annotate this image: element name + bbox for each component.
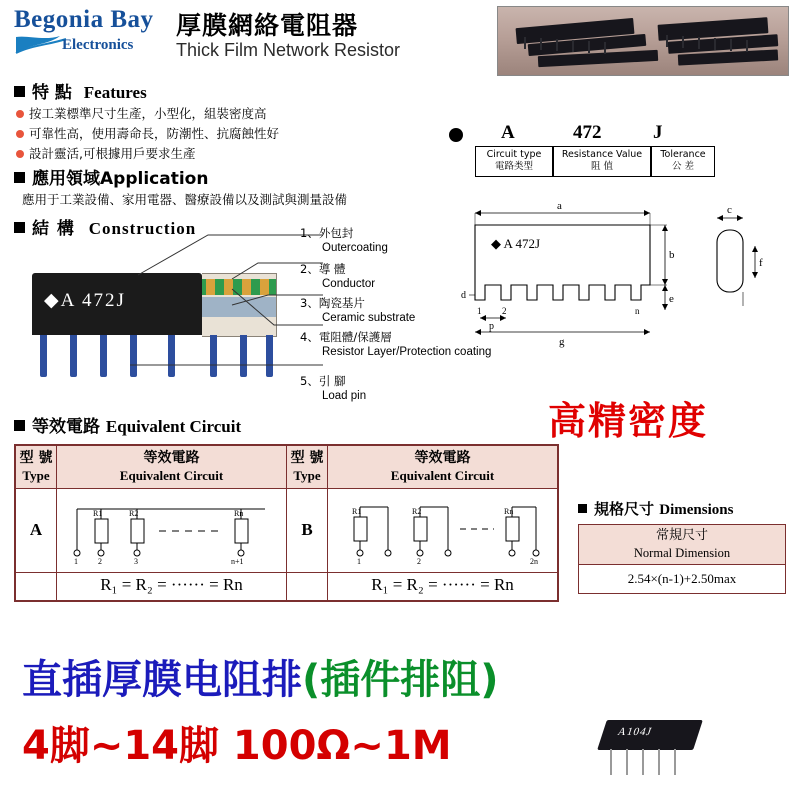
brand-name: Begonia Bay xyxy=(14,6,154,33)
svg-text:2: 2 xyxy=(502,306,507,316)
construction-heading: 結 構 Construction xyxy=(14,214,196,239)
dimensions-value: 2.54×(n-1)+2.50max xyxy=(579,565,786,594)
pn-code-tolerance: J xyxy=(653,122,663,143)
chip-marking: A104J xyxy=(616,726,654,738)
svg-text:1: 1 xyxy=(357,556,362,565)
type-b-label-empty xyxy=(286,572,327,601)
svg-text:2: 2 xyxy=(98,556,103,565)
page-title-cn: 厚膜網絡電阻器 xyxy=(176,11,359,40)
chip-pin xyxy=(626,749,628,775)
pn-box-resistance: Resistance Value 阻 值 xyxy=(553,146,651,177)
formula-b: R₁ = R₂ = ······ = Rn xyxy=(328,572,558,601)
svg-text:d: d xyxy=(461,290,466,301)
svg-text:e: e xyxy=(669,293,674,305)
dot-bullet-icon xyxy=(16,150,24,158)
dimensions-heading: 規格尺寸 Dimensions xyxy=(578,498,733,519)
construction-drawing xyxy=(18,245,328,390)
square-bullet-icon xyxy=(14,420,25,431)
circuit-a-diagram xyxy=(57,488,287,572)
col-circuit-a: 等效電路 Equivalent Circuit xyxy=(57,445,287,488)
svg-text:b: b xyxy=(669,249,675,261)
leader-lines xyxy=(18,245,328,395)
brand-sub: Electronics xyxy=(62,37,134,53)
svg-text:a: a xyxy=(557,200,562,212)
col-type-b: 型 號 Type xyxy=(286,445,327,488)
brand-logo xyxy=(14,6,174,57)
dimensions-table xyxy=(578,524,786,594)
table-row xyxy=(15,488,558,572)
pn-box-tolerance: Tolerance 公 差 xyxy=(651,146,715,177)
page-title-en: Thick Film Network Resistor xyxy=(176,40,401,60)
svg-text:p: p xyxy=(489,321,494,332)
construction-item-2: 2、導 體 Conductor xyxy=(300,262,376,291)
svg-text:2n: 2n xyxy=(530,556,539,565)
package-marking: ◆A 472J xyxy=(44,290,126,311)
table-header-row xyxy=(15,445,558,488)
construction-item-3: 3、陶瓷基片 Ceramic substrate xyxy=(300,296,416,325)
banner-line-1: 直插厚膜电阻排(插件排阻) xyxy=(22,657,499,703)
features-heading: 特 點 Features xyxy=(14,78,147,103)
square-bullet-icon xyxy=(14,222,25,233)
type-a-label-empty xyxy=(15,572,57,601)
dimension-drawing xyxy=(455,200,785,350)
col-circuit-b: 等效電路 Equivalent Circuit xyxy=(328,445,558,488)
svg-text:n: n xyxy=(635,306,640,316)
pn-code-resistance: 472 xyxy=(573,122,602,143)
dot-bullet-icon xyxy=(16,130,24,138)
svg-text:Rn: Rn xyxy=(504,506,514,516)
square-bullet-icon xyxy=(14,86,25,97)
table-row xyxy=(579,565,786,594)
svg-text:c: c xyxy=(727,204,732,216)
filled-dot-icon xyxy=(449,128,463,142)
feature-item: 按工業標準尺寸生產，小型化，組裝密度高 xyxy=(16,104,267,122)
chip-pin xyxy=(658,749,660,775)
chip-pin xyxy=(610,749,612,775)
application-text: 應用于工業設備、家用電器、醫療設備以及測試與測量設備 xyxy=(22,192,348,207)
formula-a: R₁ = R₂ = ······ = Rn xyxy=(57,572,287,601)
table-header-row xyxy=(579,525,786,565)
dimensions-col-header: 常規尺寸 Normal Dimension xyxy=(579,525,786,565)
svg-text:1: 1 xyxy=(74,556,79,565)
svg-text:R1: R1 xyxy=(352,506,362,516)
square-bullet-icon xyxy=(578,504,587,513)
svg-text:1: 1 xyxy=(477,306,482,316)
svg-text:3: 3 xyxy=(134,556,139,565)
banner-line-2: 4脚~14脚 100Ω~1M xyxy=(22,723,452,769)
svg-text:R1: R1 xyxy=(93,508,103,518)
construction-item-5: 5、引 腳 Load pin xyxy=(300,374,367,403)
svg-text:◆ A 472J: ◆ A 472J xyxy=(491,236,541,251)
equivalent-circuit-table xyxy=(14,444,559,602)
type-b-label: B xyxy=(286,488,327,572)
svg-text:R2: R2 xyxy=(129,508,139,518)
square-bullet-icon xyxy=(14,172,25,183)
circuit-b-diagram xyxy=(328,488,558,572)
brand-swoosh-icon xyxy=(14,35,174,57)
product-photo xyxy=(497,6,789,76)
svg-text:2: 2 xyxy=(417,556,422,565)
construction-item-4: 4、電阻體/保護層 Resistor Layer/Protection coating xyxy=(300,330,492,359)
pn-code-circuit: A xyxy=(501,122,515,143)
highlight-text: 高精密度 xyxy=(548,399,709,443)
svg-text:n+1: n+1 xyxy=(231,556,244,565)
chip-illustration xyxy=(596,716,706,776)
col-type-a: 型 號 Type xyxy=(15,445,57,488)
dot-bullet-icon xyxy=(16,110,24,118)
application-heading: 應用領域Application xyxy=(14,164,208,189)
chip-pin xyxy=(674,749,676,775)
equivalent-circuit-heading: 等效電路 Equivalent Circuit xyxy=(14,412,241,437)
construction-item-1: 1、外包封 Outercoating xyxy=(300,226,388,255)
pn-box-circuit-type: Circuit type 電路类型 xyxy=(475,146,553,177)
svg-text:Rn: Rn xyxy=(234,508,244,518)
svg-text:f: f xyxy=(759,257,763,269)
svg-text:g: g xyxy=(559,336,565,348)
feature-item: 設計靈活,可根據用戶要求生產 xyxy=(16,144,195,162)
dimension-svg xyxy=(455,200,790,355)
type-a-label: A xyxy=(15,488,57,572)
chip-pin xyxy=(642,749,644,775)
svg-text:R2: R2 xyxy=(412,506,422,516)
feature-item: 可靠性高，使用壽命長，防潮性、抗腐蝕性好 xyxy=(16,124,279,142)
table-formula-row xyxy=(15,572,558,601)
